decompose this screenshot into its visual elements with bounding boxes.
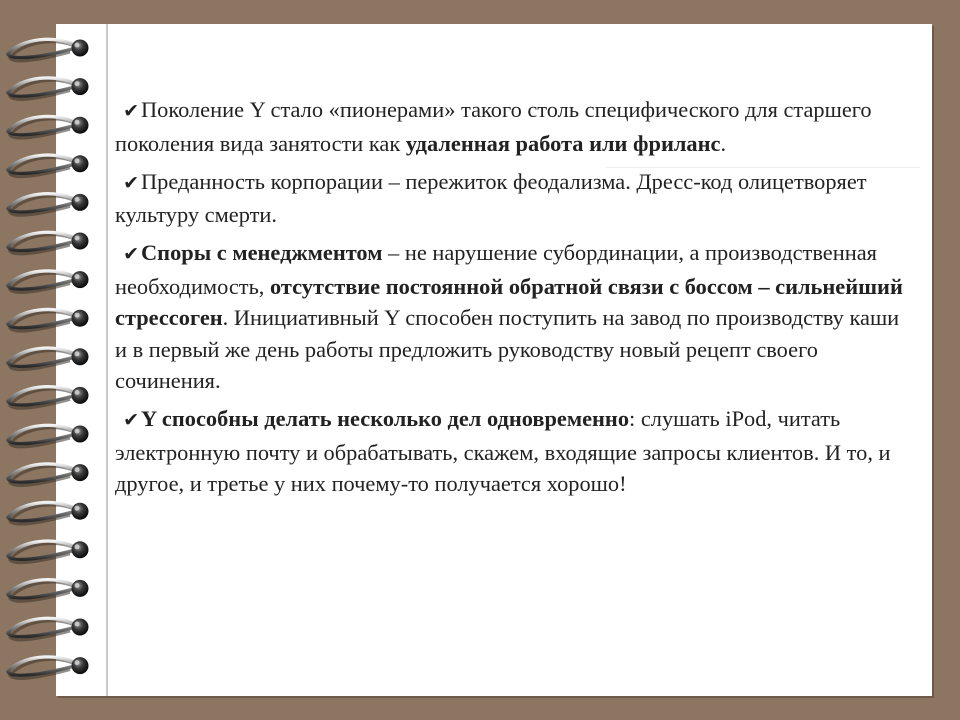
bold-text: отсутствие постоянной обратной связи с боссом – сильнейший стрессоген xyxy=(115,273,903,330)
bullet-paragraph xyxy=(115,237,915,397)
bullet-paragraph xyxy=(115,94,915,159)
spiral-binding-ring-icon xyxy=(8,271,89,293)
text: Преданность корпорации – пережиток феодализма. Дресс-код олицетворяет культуру смерти. xyxy=(115,168,867,227)
spiral-binding-ring-icon xyxy=(8,618,89,640)
spiral-binding-ring-icon xyxy=(8,116,89,138)
checkmark-icon: ✔ xyxy=(123,409,139,431)
text: . Инициативный Y способен поступить на завод по производству каши и в первый же день работы предложить руководству новый рецепт своего сочинения. xyxy=(115,305,900,393)
spiral-binding-ring-icon xyxy=(8,348,89,370)
spiral-binding-ring-icon xyxy=(8,387,89,409)
spiral-binding-ring-icon xyxy=(8,194,89,216)
text: – не нарушение субординации, а производственная необходимость, xyxy=(115,240,877,299)
spiral-binding-ring-icon xyxy=(8,425,89,447)
spiral-binding-ring-icon xyxy=(8,541,89,563)
spiral-binding-ring-icon xyxy=(8,502,89,524)
spiral-binding-ring-icon xyxy=(8,657,89,679)
text: : слушать iPod, читать электронную почту и обрабатывать, скажем, входящие запросы клиентов. И то, и другое, и третье у них почему-то получается хорошо! xyxy=(115,406,891,496)
spiral-binding-ring-icon xyxy=(8,580,89,602)
bold-text: удаленная работа или фриланс xyxy=(405,130,721,156)
text: Поколение Y стало «пионерами» такого столь специфического для старшего поколения вида занятости как xyxy=(115,97,872,156)
spiral-binding-ring-icon xyxy=(8,309,89,331)
slide-text xyxy=(115,94,915,506)
checkmark-icon: ✔ xyxy=(123,171,139,194)
spiral-binding-ring-icon xyxy=(8,78,89,100)
spiral-binding xyxy=(0,0,120,720)
checkmark-icon: ✔ xyxy=(123,100,139,122)
bullet-paragraph xyxy=(115,166,915,231)
spiral-binding-ring-icon xyxy=(8,232,89,254)
text: . xyxy=(720,130,727,156)
bold-text: Y способны делать несколько дел одновременно xyxy=(141,406,630,431)
bullet-paragraph xyxy=(115,403,915,500)
spiral-binding-ring-icon xyxy=(8,39,89,61)
spiral-binding-ring-icon xyxy=(8,464,89,486)
checkmark-icon: ✔ xyxy=(123,243,139,265)
spiral-binding-ring-icon xyxy=(8,155,89,177)
bold-text: Споры с менеджментом xyxy=(141,240,383,265)
